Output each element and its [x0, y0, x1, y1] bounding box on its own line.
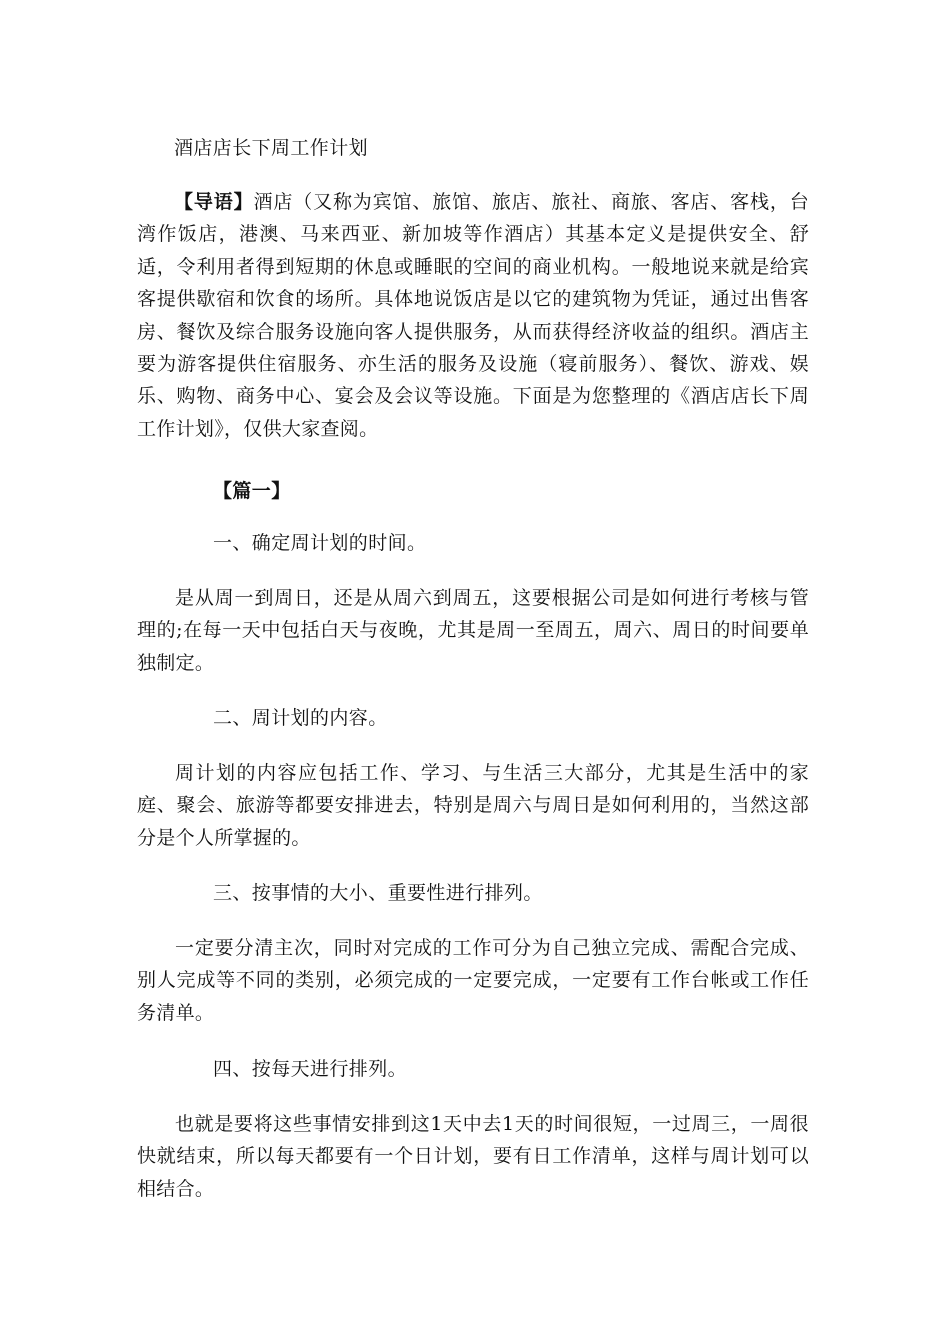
intro-label: 【导语】	[174, 191, 254, 213]
section-heading: 二、周计划的内容。	[213, 707, 388, 729]
section-body: 周计划的内容应包括工作、学习、与生活三大部分，尤其是生活中的家庭、聚会、旅游等都要安排进去，特别是周六与周日是如何利用的，当然这部分是个人所掌握的。	[137, 762, 809, 849]
document-title: 酒店店长下周工作计划	[174, 137, 369, 159]
intro-text: 酒店（又称为宾馆、旅馆、旅店、旅社、商旅、客店、客栈，台湾作饭店，港澳、马来西亚、新加坡等作酒店）其基本定义是提供安全、舒适，令利用者得到短期的休息或睡眠的空间的商业机构。一般地说来就是给宾客提供歇宿和饮食的场所。具体地说饭店是以它的建筑物为凭证，通过出售客房、餐饮及综合服务设施向客人提供服务，从而获得经济收益的组织。酒店主要为游客提供住宿服务、亦生活的服务及设施（寝前服务）、餐饮、游戏、娱乐、购物、商务中心、宴会及会议等设施。下面是为您整理的《酒店店长下周工作计划》，仅供大家查阅。	[137, 191, 810, 440]
section-heading: 一、确定周计划的时间。	[213, 532, 427, 554]
section-body: 也就是要将这些事情安排到这1天中去1天的时间很短，一过周三，一周很快就结束，所以每天都要有一个日计划，要有日工作清单，这样与周计划可以相结合。	[137, 1113, 809, 1200]
section-body: 一定要分清主次，同时对完成的工作可分为自己独立完成、需配合完成、别人完成等不同的类别，必须完成的一定要完成，一定要有工作台帐或工作任务清单。	[137, 937, 809, 1024]
intro-paragraph	[137, 186, 809, 445]
section-body: 是从周一到周日，还是从周六到周五，这要根据公司是如何进行考核与管理的;在每一天中包括白天与夜晚，尤其是周一至周五，周六、周日的时间要单独制定。	[137, 587, 809, 674]
part-heading: 【篇一】	[213, 480, 291, 502]
section-heading: 三、按事情的大小、重要性进行排列。	[213, 882, 543, 904]
section-heading: 四、按每天进行排列。	[213, 1058, 408, 1080]
